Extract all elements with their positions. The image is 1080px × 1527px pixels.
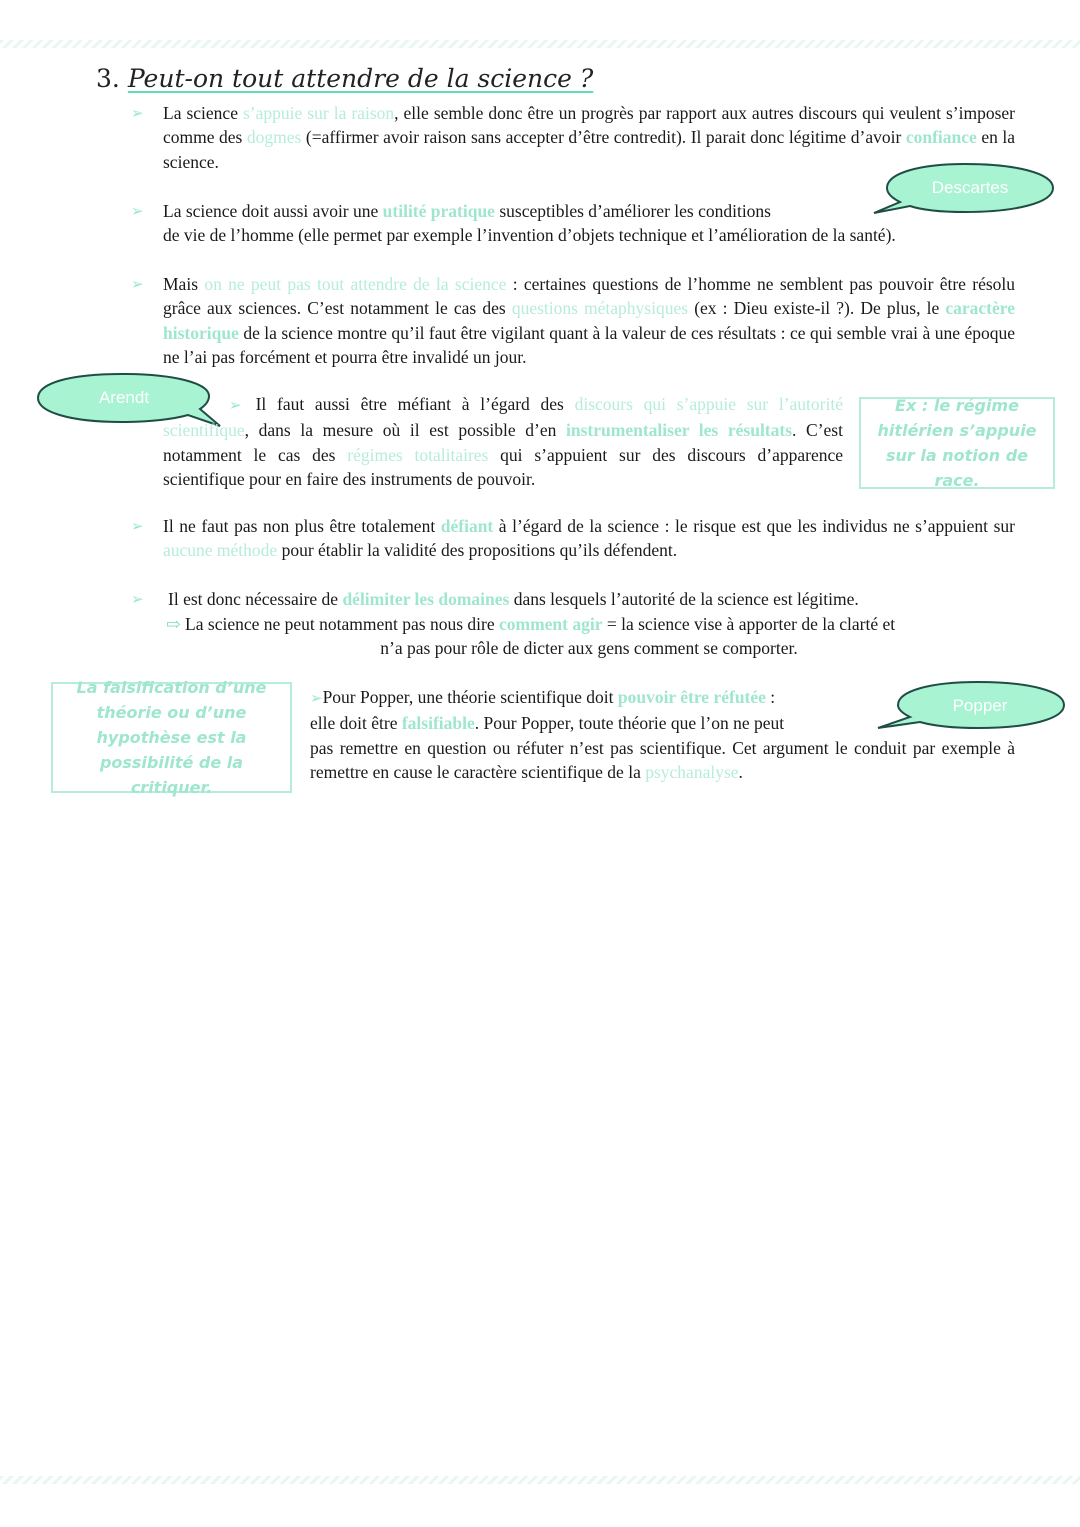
paragraph-limites: Mais on ne peut pas tout attendre de la science : certaines questions de l’homme ne semblent pas pouvoir être résolu grâce aux sciences. C’est notamment le cas des questions métaphysiques (ex : Dieu existe-il ?). De plus, le caractère historique de la science montre qu’il faut être vigilant quant à la valeur de ces résultats : ce qui semble vrai à une époque ne l’ai pas forcément et pourra être invalidé un jour. [163, 274, 1016, 367]
section-title-text: Peut-on tout attendre de la science ? [127, 64, 594, 93]
bullet-icon: ➢ [131, 592, 144, 608]
paragraph-popper: ➢Pour Popper, une théorie scientifique doit pouvoir être réfutée : elle doit être falsifiable. Pour Popper, toute théorie que l’on ne peut pas remettre en question ou réfuter n’est pas scientifique. Cet argument le conduit par exemple à remettre en cause le caractère scientifique de la psychanalyse. [310, 687, 1015, 782]
bullet-icon: ➢ [310, 691, 323, 707]
bullet-icon: ➢ [131, 519, 144, 535]
bullet-icon: ➢ [131, 204, 144, 220]
bullet-icon: ➢ [229, 398, 242, 414]
descartes-speech-bubble [870, 160, 1060, 220]
definition-box-falsification: La falsification d’une théorie ou d’une hypothèse est la possibilité de la critiquer. [51, 682, 292, 793]
arrow-right-icon: ⇨ [166, 614, 181, 634]
bullet-icon: ➢ [131, 106, 144, 122]
section-title [96, 64, 593, 93]
arendt-label: Arendt [98, 388, 150, 407]
paragraph-comment-agir: ⇨ La science ne peut notamment pas nous dire comment agir = la science vise à apporter de la clarté et [166, 614, 896, 634]
descartes-label: Descartes [931, 178, 1009, 197]
paragraph-raison: La science s’appuie sur la raison, elle semble donc être un progrès par rapport aux autres discours qui veulent s’imposer comme des dogmes (=affirmer avoir raison sans accepter d’être contredit). Il parait donc légitime d’avoir confiance en la science. [163, 103, 1016, 172]
example-box-regime: Ex : le régime hitlérien s’appuie sur la notion de race. [859, 397, 1055, 489]
paragraph-defiance: Il ne faut pas non plus être totalement défiant à l’égard de la science : le risque est que les individus ne s’appuient sur aucune méthode pour établir la validité des propositions qu’ils défendent. [163, 516, 1015, 561]
top-border [0, 40, 1080, 48]
paragraph-utilite: La science doit aussi avoir une utilité pratique susceptibles d’améliorer les conditions de vie de l’homme (elle permet par exemple l’invention d’objets technique et l’amélioration de la santé). [163, 201, 896, 246]
bottom-border [0, 1476, 1080, 1484]
bullet-icon: ➢ [131, 277, 144, 293]
popper-speech-bubble [874, 676, 1070, 736]
paragraph-comment-agir-end: n’a pas pour rôle de dicter aux gens comment se comporter. [380, 638, 798, 658]
paragraph-domaines: Il est donc nécessaire de délimiter les domaines dans lesquels l’autorité de la science est légitime. [168, 589, 859, 609]
paragraph-mefiance: ➢ Il faut aussi être méfiant à l’égard des discours qui s’appuie sur l’autorité scientifique, dans la mesure où il est possible d’en instrumentaliser les résultats. C’est notamment le cas des régimes totalitaires qui s’appuient sur des discours d’apparence scientifique pour en faire des instruments de pouvoir. [163, 394, 844, 489]
section-number: 3. [96, 64, 120, 93]
popper-label: Popper [952, 696, 1008, 715]
